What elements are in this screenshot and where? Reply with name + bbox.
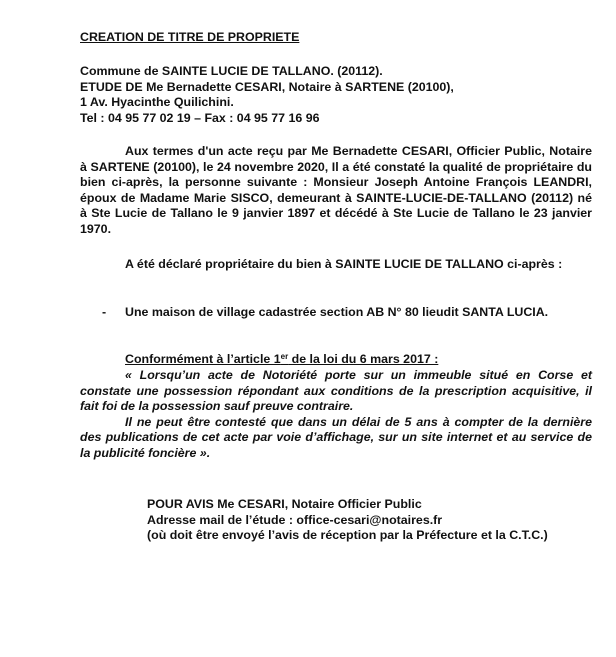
email-line: Adresse mail de l’étude : office-cesari@notaires.fr: [147, 512, 443, 527]
reception-note: (où doit être envoyé l’avis de réception par la Préfecture et la C.T.C.): [147, 528, 548, 543]
list-item: Une maison de village cadastrée section AB N° 80 lieudit SANTA LUCIA.: [125, 305, 549, 319]
law-reference-end: de la loi du 6 mars 2017 :: [288, 352, 439, 366]
etude-line: ETUDE DE Me Bernadette CESARI, Notaire à SARTENE (20100),: [80, 79, 454, 94]
deed-paragraph: Aux termes d'un acte reçu par Me Bernadette CESARI, Officier Public, Notaire à SARTENE (20100), le 24 novembre 2020, Il a été constaté la qualité de propriétaire du bien ci-après, la personne suivante : Monsieur Joseph Antoine François LEANDRI, époux de Madame Marie SISCO, demeurant à SAINTE-LUCIE-DE-TALLANO (20112) né à Ste Lucie de Tallano le 9 janvier 1897 et décédé à Ste Lucie de Tallano le 23 janvier 1970.: [80, 144, 592, 236]
avis-line: POUR AVIS Me CESARI, Notaire Officier Public: [147, 497, 422, 511]
footer-notice: [147, 497, 592, 544]
quote-paragraph-1: « Lorsqu’un acte de Notoriété porte sur un immeuble situé en Corse et constate une possession répondant aux conditions de la prescription acquisitive, il fait foi de la possession sauf preuve contraire.: [80, 368, 592, 414]
address-line: 1 Av. Hyacinthe Quilichini.: [80, 95, 234, 110]
law-reference-sup: er: [280, 352, 289, 361]
phone-fax-line: Tel : 04 95 77 02 19 – Fax : 04 95 77 16 96: [80, 110, 320, 125]
law-quote: [80, 368, 592, 462]
quote-paragraph-2: Il ne peut être contesté que dans un délai de 5 ans à compter de la dernière des publications de cet acte par voie d’affichage, sur un site internet et au service de la publicité foncière ».: [80, 414, 592, 460]
list-bullet: -: [102, 305, 107, 319]
document-title: CREATION DE TITRE DE PROPRIETE: [80, 30, 300, 44]
declaration-paragraph: A été déclaré propriétaire du bien à SAINTE LUCIE DE TALLANO ci-après :: [125, 257, 563, 271]
notary-header: [80, 64, 592, 126]
law-reference: [125, 352, 438, 368]
property-list: [80, 305, 592, 321]
law-reference-start: Conformément à l’article 1: [125, 352, 281, 366]
commune-line: Commune de SAINTE LUCIE DE TALLANO. (20112).: [80, 64, 383, 78]
